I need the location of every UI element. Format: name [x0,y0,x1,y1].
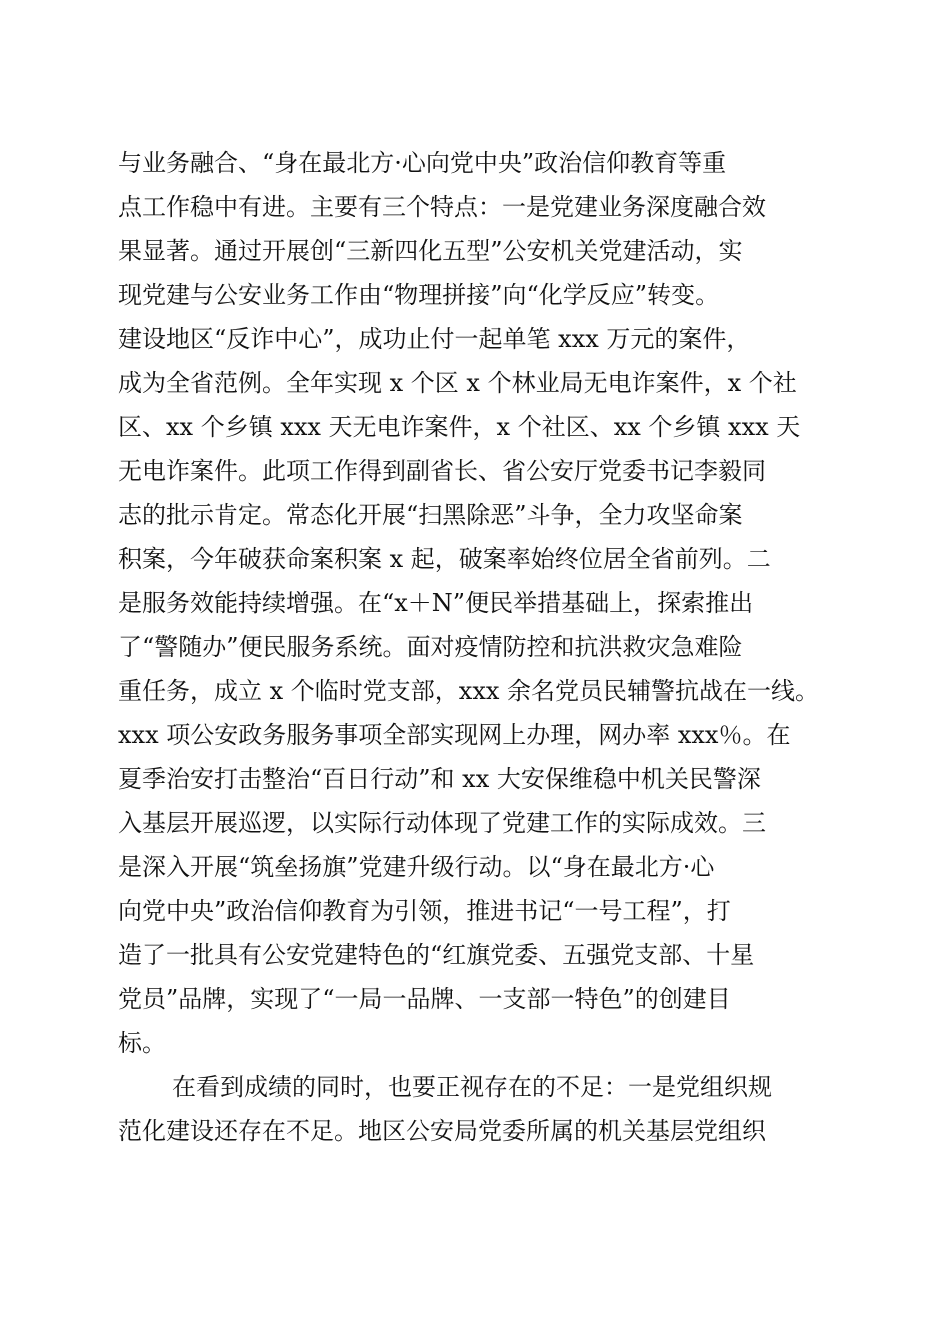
text-line: 现党建与公安业务工作由“物理拼接”向“化学反应”转变。 [118,281,720,309]
text-line: xxx 项公安政务服务事项全部实现网上办理，网办率 xxx％。在 [118,721,791,749]
text-line: 点工作稳中有进。主要有三个特点：一是党建业务深度融合效 [118,193,766,221]
text-line: 重任务，成立 x 个临时党支部，xxx 余名党员民辅警抗战在一线。 [118,677,820,705]
text-line: 入基层开展巡逻，以实际行动体现了党建工作的实际成效。三 [118,809,766,837]
text-line: 是服务效能持续增强。在“x＋N”便民举措基础上，探索推出 [118,589,754,617]
text-line: 积案，今年破获命案积案 x 起，破案率始终位居全省前列。二 [118,545,771,573]
text-line: 果显著。通过开展创“三新四化五型”公安机关党建活动，实 [118,237,743,265]
text-line: 夏季治安打击整治“百日行动”和 xx 大安保维稳中机关民警深 [118,765,761,793]
text-line: 无电诈案件。此项工作得到副省长、省公安厅党委书记李毅同 [118,457,766,485]
text-line: 向党中央”政治信仰教育为引领，推进书记“一号工程”，打 [118,897,731,925]
text-line: 是深入开展“筑垒扬旗”党建升级行动。以“身在最北方·心 [118,853,715,881]
text-line: 党员”品牌，实现了“一局一品牌、一支部一特色”的创建目 [118,985,731,1013]
text-line: 建设地区“反诈中心”，成功止付一起单笔 xxx 万元的案件， [118,325,751,353]
text-line: 范化建设还存在不足。地区公安局党委所属的机关基层党组织 [118,1117,766,1145]
body-text [118,141,838,1153]
text-line: 标。 [118,1029,166,1057]
text-line: 造了一批具有公安党建特色的“红旗党委、五强党支部、十星 [118,941,755,969]
text-line: 成为全省范例。全年实现 x 个区 x 个林业局无电诈案件，x 个社 [118,369,797,397]
text-line: 了“警随办”便民服务系统。面对疫情防控和抗洪救灾急难险 [118,633,743,661]
paragraph-start-line: 在看到成绩的同时，也要正视存在的不足：一是党组织规 [172,1073,772,1101]
text-line: 区、xx 个乡镇 xxx 天无电诈案件，x 个社区、xx 个乡镇 xxx 天 [118,413,801,441]
text-line: 与业务融合、“身在最北方·心向党中央”政治信仰教育等重 [118,149,727,177]
text-line: 志的批示肯定。常态化开展“扫黑除恶”斗争，全力攻坚命案 [118,501,743,529]
